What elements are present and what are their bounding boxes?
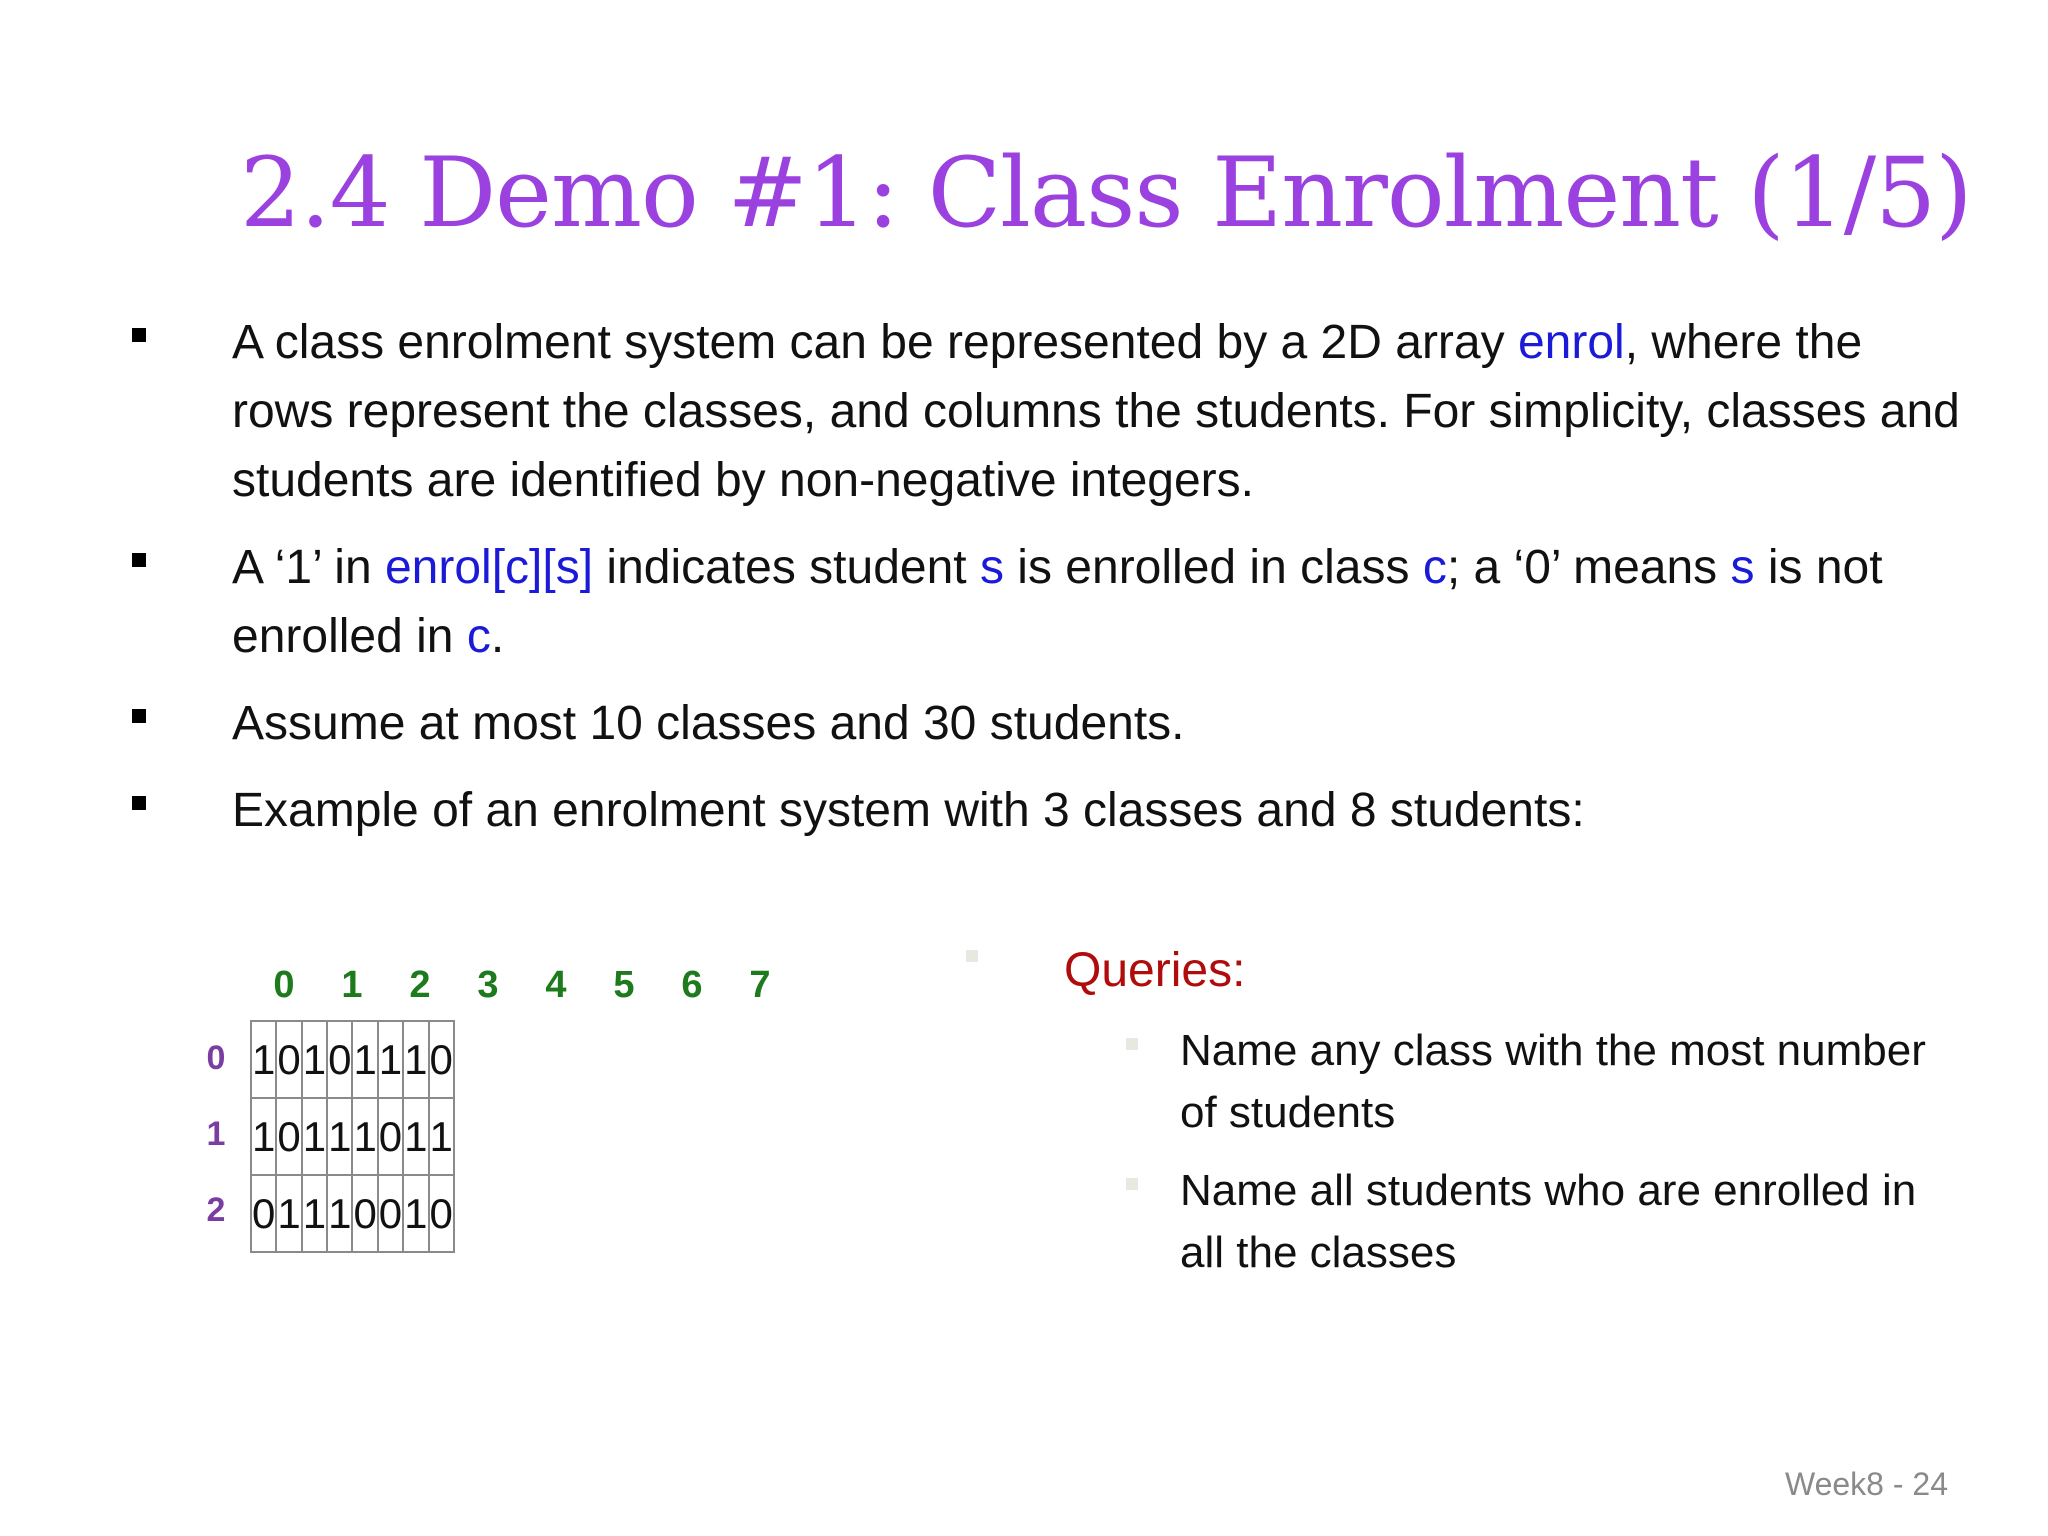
table-cell: 1 bbox=[327, 1175, 352, 1252]
bullet-item bbox=[128, 533, 1968, 671]
column-header: 6 bbox=[681, 964, 703, 1006]
bullet-item bbox=[128, 689, 1968, 758]
row-headers bbox=[190, 1020, 242, 1248]
bullet-text: A ‘1’ in bbox=[232, 541, 385, 594]
bullet-text: ; a ‘0’ means bbox=[1446, 541, 1731, 594]
table-row bbox=[251, 1021, 454, 1098]
table-cell: 0 bbox=[378, 1175, 403, 1252]
bullet-text: Assume at most 10 classes and 30 students. bbox=[232, 697, 1185, 750]
code-term: s bbox=[979, 541, 1004, 594]
table-cell: 1 bbox=[251, 1021, 276, 1098]
column-header: 1 bbox=[341, 964, 363, 1006]
table-cell: 1 bbox=[352, 1021, 377, 1098]
query-item bbox=[1120, 1160, 1960, 1284]
bullet-item bbox=[128, 776, 1968, 845]
square-bullet-icon bbox=[132, 796, 146, 810]
square-bullet-icon bbox=[1126, 1178, 1138, 1190]
code-term: enrol bbox=[1517, 316, 1625, 369]
table-cell: 1 bbox=[403, 1175, 428, 1252]
square-bullet-icon bbox=[132, 709, 146, 723]
table-cell: 1 bbox=[276, 1175, 301, 1252]
table-row bbox=[251, 1175, 454, 1252]
table-cell: 0 bbox=[327, 1021, 352, 1098]
bullet-text: . bbox=[490, 610, 505, 663]
column-header: 5 bbox=[613, 964, 635, 1006]
slide-title: 2.4 Demo #1: Class Enrolment (1/5) bbox=[240, 137, 1972, 249]
code-term: c bbox=[1422, 541, 1447, 594]
table-cell: 1 bbox=[302, 1175, 327, 1252]
query-text: Name any class with the most number of students bbox=[1180, 1026, 1926, 1137]
queries-list bbox=[960, 1020, 1960, 1284]
queries-section bbox=[960, 940, 1960, 1300]
table-cell: 1 bbox=[403, 1098, 428, 1175]
column-header: 3 bbox=[477, 964, 499, 1006]
table-cell: 0 bbox=[429, 1175, 454, 1252]
bullet-text: is not enrolled in bbox=[232, 541, 1883, 663]
table-cell: 0 bbox=[429, 1021, 454, 1098]
column-header: 4 bbox=[545, 964, 567, 1006]
queries-heading bbox=[960, 940, 1960, 1002]
code-term: c bbox=[466, 610, 491, 663]
table-cell: 0 bbox=[352, 1175, 377, 1252]
query-item bbox=[1120, 1020, 1960, 1144]
slide-footer: Week8 - 24 bbox=[1784, 1466, 1948, 1502]
enrolment-table bbox=[250, 1020, 455, 1253]
row-header: 2 bbox=[206, 1191, 226, 1229]
queries-heading-text: Queries: bbox=[1064, 944, 1246, 997]
column-header: 2 bbox=[409, 964, 431, 1006]
table-cell: 0 bbox=[251, 1175, 276, 1252]
table-cell: 1 bbox=[352, 1098, 377, 1175]
bullet-text: indicates student bbox=[593, 541, 980, 594]
table-row bbox=[251, 1098, 454, 1175]
table-cell: 0 bbox=[378, 1098, 403, 1175]
table-cell: 1 bbox=[251, 1098, 276, 1175]
square-bullet-icon bbox=[966, 950, 978, 962]
table-cell: 1 bbox=[403, 1021, 428, 1098]
square-bullet-icon bbox=[132, 553, 146, 567]
table-cell: 0 bbox=[276, 1021, 301, 1098]
code-term: enrol[c][s] bbox=[384, 541, 594, 594]
column-header: 7 bbox=[749, 964, 771, 1006]
table-cell: 1 bbox=[378, 1021, 403, 1098]
code-term: s bbox=[1730, 541, 1755, 594]
table-cell: 1 bbox=[327, 1098, 352, 1175]
bullet-text: , where the rows represent the classes, and columns the students. For simplicity, classes and students are identified by non-negative integers. bbox=[232, 316, 1960, 507]
table-cell: 1 bbox=[302, 1098, 327, 1175]
bullet-text: is enrolled in class bbox=[1003, 541, 1423, 594]
bullet-item bbox=[128, 308, 1968, 515]
row-header: 0 bbox=[206, 1039, 226, 1077]
row-header: 1 bbox=[206, 1115, 226, 1153]
table-cell: 1 bbox=[429, 1098, 454, 1175]
column-header: 0 bbox=[273, 964, 295, 1006]
table-cell: 0 bbox=[276, 1098, 301, 1175]
query-text: Name all students who are enrolled in all the classes bbox=[1180, 1166, 1917, 1277]
bullet-text: Example of an enrolment system with 3 classes and 8 students: bbox=[232, 784, 1585, 837]
bullet-list bbox=[128, 308, 1968, 863]
table-cell: 1 bbox=[302, 1021, 327, 1098]
square-bullet-icon bbox=[132, 328, 146, 342]
square-bullet-icon bbox=[1126, 1038, 1138, 1050]
column-headers bbox=[250, 958, 794, 1012]
bullet-text: A class enrolment system can be represented by a 2D array bbox=[232, 316, 1518, 369]
